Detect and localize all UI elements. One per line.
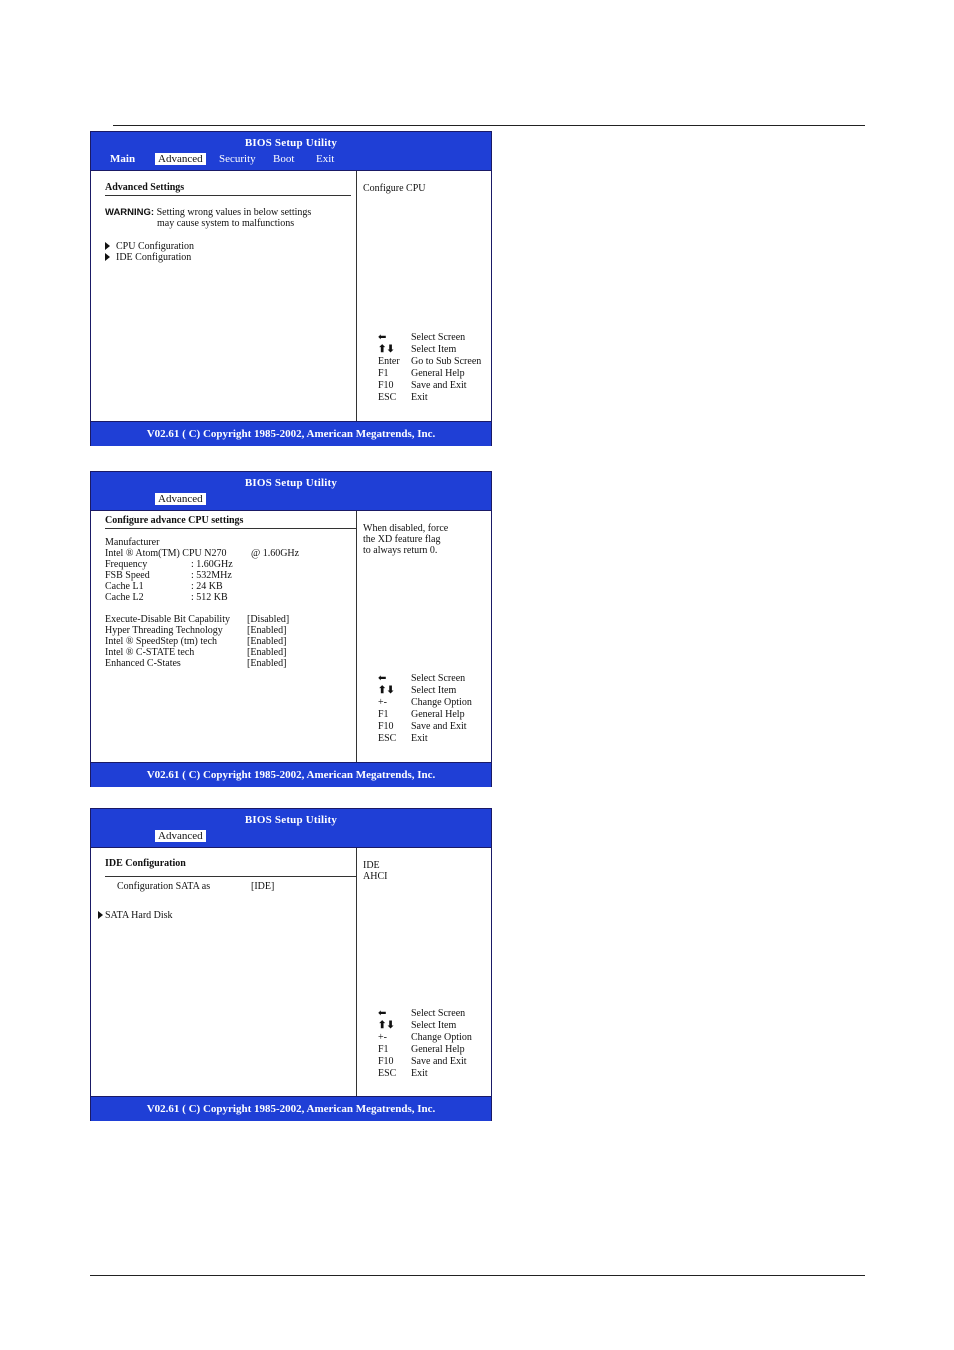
header-rule <box>113 125 865 126</box>
key-desc: Change Option <box>411 1032 472 1043</box>
warning-line-2: may cause system to malfunctions <box>157 218 295 229</box>
key-desc: Exit <box>411 1068 428 1079</box>
bios-menu-bar <box>91 829 491 847</box>
key-desc: Select Screen <box>411 673 466 684</box>
key-up-down-arrow-icon: ⬆⬇ <box>378 344 395 355</box>
bios-footer: V02.61 ( C) Copyright 1985-2002, American Megatrends, Inc. <box>91 762 491 787</box>
menu-item-ide-configuration[interactable] <box>105 252 191 263</box>
bios-footer: V02.61 ( C) Copyright 1985-2002, American Megatrends, Inc. <box>91 421 491 446</box>
menu-item-sata-hard-disk[interactable] <box>98 910 173 921</box>
key-desc: Select Screen <box>411 332 466 343</box>
submenu-arrow-icon <box>98 911 103 919</box>
section-title: Configure advance CPU settings <box>105 515 244 526</box>
key-desc: Exit <box>411 733 428 744</box>
key-f10: F10 <box>378 1056 394 1067</box>
submenu-arrow-icon <box>105 242 110 250</box>
key-f10: F10 <box>378 380 394 391</box>
menu-tab-advanced[interactable]: Advanced <box>154 492 207 506</box>
setting-label[interactable]: Intel ® C-STATE tech <box>105 647 195 658</box>
manufacturer-label: Manufacturer <box>105 537 160 548</box>
key-desc: General Help <box>411 709 465 720</box>
key-up-down-arrow-icon: ⬆⬇ <box>378 685 395 696</box>
bios-footer: V02.61 ( C) Copyright 1985-2002, American Megatrends, Inc. <box>91 1096 491 1121</box>
key-enter: Enter <box>378 356 400 367</box>
info-value-frequency: : 1.60GHz <box>191 559 233 570</box>
key-desc: Exit <box>411 392 428 403</box>
setting-label-sata-mode[interactable]: Configuration SATA as <box>117 881 211 892</box>
help-option-ahci: AHCI <box>363 871 388 882</box>
key-desc: Select Screen <box>411 1008 466 1019</box>
key-f1: F1 <box>378 709 389 720</box>
info-label-cache-l2: Cache L2 <box>105 592 144 603</box>
bios-screen-ide-configuration <box>90 808 492 1121</box>
menu-tab-boot[interactable]: Boot <box>273 153 295 165</box>
warning-label: WARNING: <box>105 207 155 218</box>
section-underline <box>105 195 351 196</box>
key-desc: General Help <box>411 1044 465 1055</box>
bios-header <box>91 132 491 170</box>
section-underline <box>105 876 356 877</box>
help-line-3: to always return 0. <box>363 545 438 556</box>
setting-label[interactable]: Execute-Disable Bit Capability <box>105 614 230 625</box>
cpu-speed: @ 1.60GHz <box>251 548 300 559</box>
setting-value-dropdown[interactable]: [Enabled] <box>247 647 287 658</box>
key-f1: F1 <box>378 368 389 379</box>
bios-title: BIOS Setup Utility <box>244 477 338 489</box>
bios-title: BIOS Setup Utility <box>244 814 338 826</box>
warning-line-1: Setting wrong values in below settings <box>156 207 312 218</box>
help-text: Configure CPU <box>363 183 426 194</box>
menu-tab-security[interactable]: Security <box>219 153 256 165</box>
info-label-fsb: FSB Speed <box>105 570 150 581</box>
key-up-down-arrow-icon: ⬆⬇ <box>378 1020 395 1031</box>
setting-label[interactable]: Enhanced C-States <box>105 658 181 669</box>
bios-screen-advanced <box>90 131 492 446</box>
key-desc: Save and Exit <box>411 380 467 391</box>
key-desc: Select Item <box>411 685 457 696</box>
section-underline <box>105 528 356 529</box>
bios-screen-cpu-configuration <box>90 471 492 787</box>
menu-item-cpu-configuration[interactable] <box>105 241 194 252</box>
setting-value-dropdown[interactable]: [Disabled] <box>247 614 290 625</box>
item-label: IDE Configuration <box>116 252 192 263</box>
key-desc: Select Item <box>411 1020 457 1031</box>
setting-value-dropdown[interactable]: [Enabled] <box>247 625 287 636</box>
key-desc: Change Option <box>411 697 472 708</box>
bios-body <box>91 847 491 1096</box>
menu-tab-exit[interactable]: Exit <box>316 153 335 165</box>
key-left-arrow-icon: ⬅ <box>378 673 387 684</box>
warning-text <box>105 207 311 218</box>
panel-divider <box>356 848 357 1096</box>
cpu-name: Intel ® Atom(TM) CPU N270 <box>105 548 227 559</box>
bios-body <box>91 510 491 762</box>
key-esc: ESC <box>378 1068 397 1079</box>
key-desc: Go to Sub Screen <box>411 356 482 367</box>
bios-title: BIOS Setup Utility <box>244 137 338 149</box>
menu-tab-main[interactable]: Main <box>110 153 136 165</box>
section-title: IDE Configuration <box>105 858 186 869</box>
help-line-1: When disabled, force <box>363 523 449 534</box>
info-value-cache-l2: : 512 KB <box>191 592 228 603</box>
section-title: Advanced Settings <box>105 182 185 193</box>
info-value-cache-l1: : 24 KB <box>191 581 223 592</box>
key-plus-minus: +- <box>378 697 387 708</box>
item-label: CPU Configuration <box>116 241 195 252</box>
panel-divider <box>356 171 357 421</box>
key-f1: F1 <box>378 1044 389 1055</box>
key-desc: Select Item <box>411 344 457 355</box>
key-desc: Save and Exit <box>411 1056 467 1067</box>
key-esc: ESC <box>378 733 397 744</box>
setting-label[interactable]: Intel ® SpeedStep (tm) tech <box>105 636 218 647</box>
bios-header <box>91 809 491 847</box>
bios-body <box>91 170 491 421</box>
setting-value-dropdown[interactable]: [Enabled] <box>247 636 287 647</box>
info-label-cache-l1: Cache L1 <box>105 581 144 592</box>
submenu-arrow-icon <box>105 253 110 261</box>
key-left-arrow-icon: ⬅ <box>378 1008 387 1019</box>
panel-divider <box>356 511 357 762</box>
setting-value-dropdown[interactable]: [Enabled] <box>247 658 287 669</box>
bios-menu-bar <box>91 492 491 510</box>
key-f10: F10 <box>378 721 394 732</box>
key-plus-minus: +- <box>378 1032 387 1043</box>
key-desc: Save and Exit <box>411 721 467 732</box>
info-label-frequency: Frequency <box>105 559 148 570</box>
bios-menu-bar <box>91 152 491 170</box>
setting-value-sata-mode[interactable]: [IDE] <box>251 881 275 892</box>
menu-tab-advanced[interactable]: Advanced <box>154 152 207 166</box>
key-esc: ESC <box>378 392 397 403</box>
item-label: SATA Hard Disk <box>105 910 173 921</box>
key-left-arrow-icon: ⬅ <box>378 332 387 343</box>
key-desc: General Help <box>411 368 465 379</box>
help-option-ide: IDE <box>363 860 380 871</box>
help-line-2: the XD feature flag <box>363 534 441 545</box>
footer-rule <box>90 1275 865 1276</box>
info-value-fsb: : 532MHz <box>191 570 232 581</box>
bios-header <box>91 472 491 510</box>
menu-tab-advanced[interactable]: Advanced <box>154 829 207 843</box>
setting-label[interactable]: Hyper Threading Technology <box>105 625 223 636</box>
